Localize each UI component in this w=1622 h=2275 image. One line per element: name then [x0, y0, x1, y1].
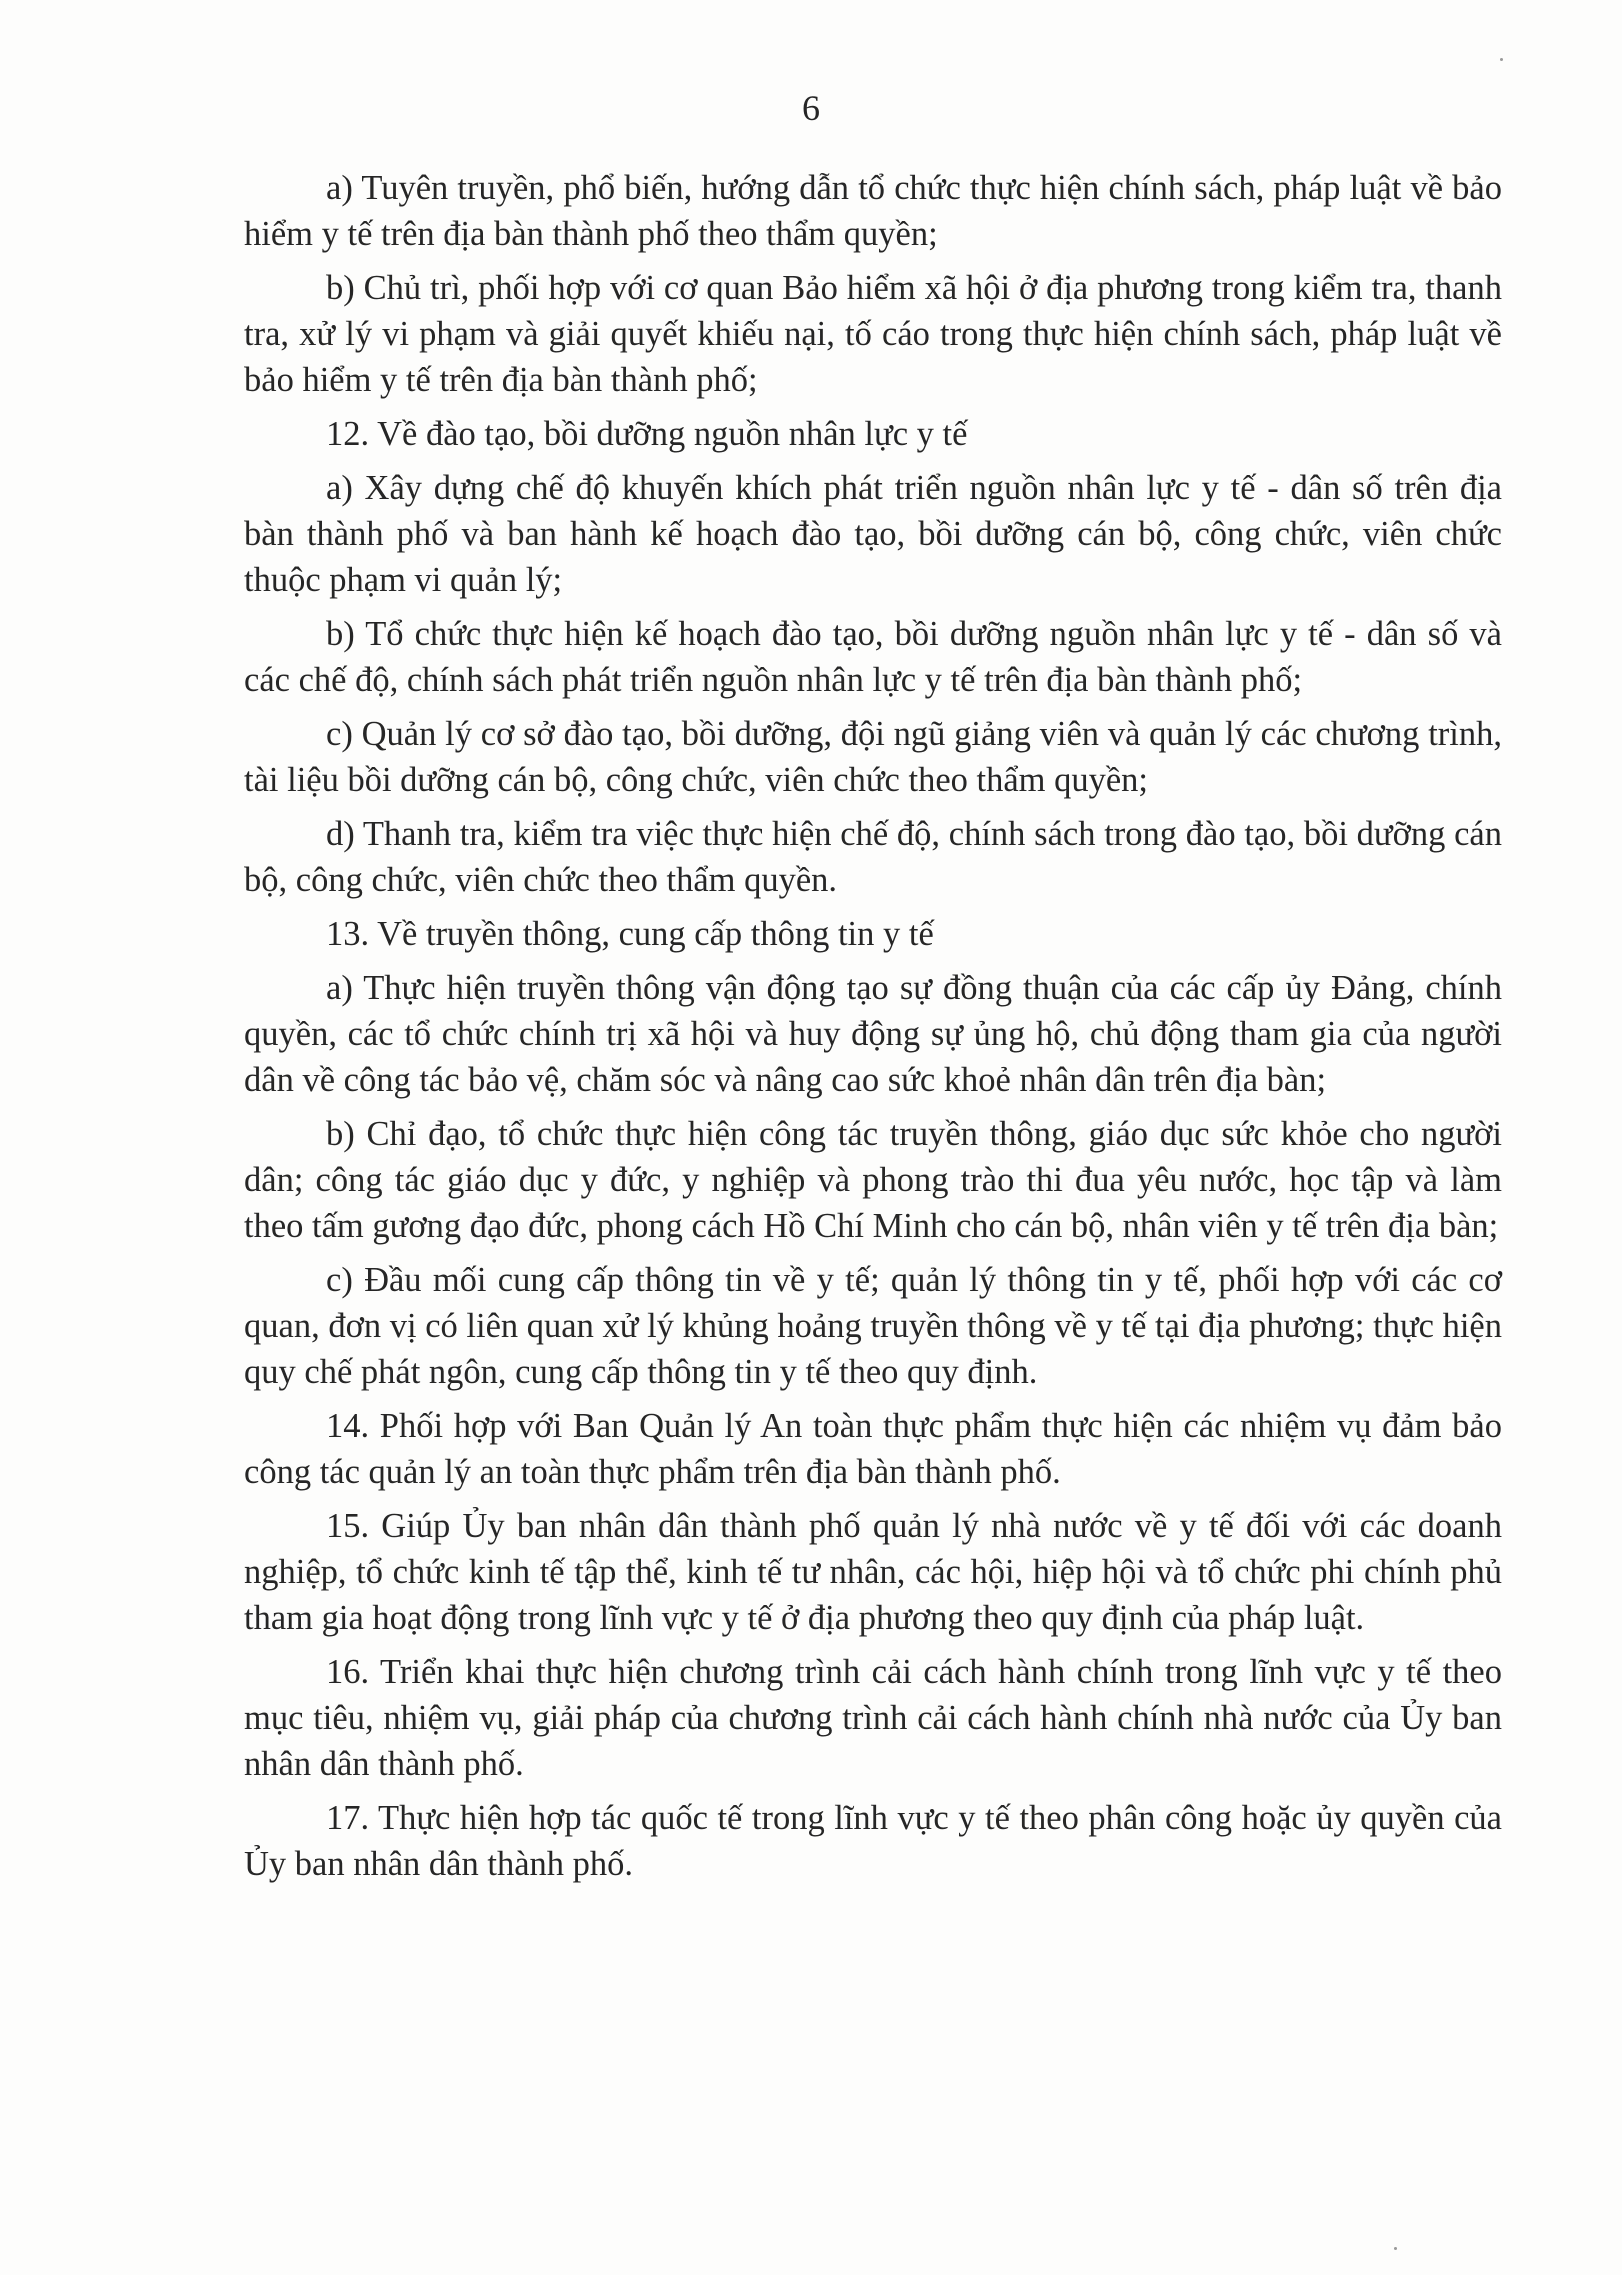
- paragraph: 15. Giúp Ủy ban nhân dân thành phố quản lý nhà nước về y tế đối với các doanh nghiệp, tổ chức kinh tế tập thể, kinh tế tư nhân, các hội, hiệp hội và tổ chức phi chính phủ tham gia hoạt động trong lĩnh vực y tế ở địa phương theo quy định của pháp luật.: [244, 1507, 1502, 1637]
- scan-speck: [1500, 58, 1503, 61]
- paragraph: 16. Triển khai thực hiện chương trình cải cách hành chính trong lĩnh vực y tế theo mục tiêu, nhiệm vụ, giải pháp của chương trình cải cách hành chính nhà nước của Ủy ban nhân dân thành phố.: [244, 1653, 1502, 1783]
- paragraph: a) Thực hiện truyền thông vận động tạo sự đồng thuận của các cấp ủy Đảng, chính quyền, các tổ chức chính trị xã hội và huy động sự ủng hộ, chủ động tham gia của người dân về công tác bảo vệ, chăm sóc và nâng cao sức khoẻ nhân dân trên địa bàn;: [244, 969, 1502, 1099]
- paragraph: b) Tổ chức thực hiện kế hoạch đào tạo, bồi dưỡng nguồn nhân lực y tế - dân số và các chế độ, chính sách phát triển nguồn nhân lực y tế trên địa bàn thành phố;: [244, 615, 1502, 699]
- paragraph: c) Quản lý cơ sở đào tạo, bồi dưỡng, đội ngũ giảng viên và quản lý các chương trình, tài liệu bồi dưỡng cán bộ, công chức, viên chức theo thẩm quyền;: [244, 715, 1502, 799]
- paragraph: 17. Thực hiện hợp tác quốc tế trong lĩnh vực y tế theo phân công hoặc ủy quyền của Ủy ban nhân dân thành phố.: [244, 1799, 1502, 1883]
- paragraph: d) Thanh tra, kiểm tra việc thực hiện chế độ, chính sách trong đào tạo, bồi dưỡng cán bộ, công chức, viên chức theo thẩm quyền.: [244, 815, 1502, 899]
- section-heading: 12. Về đào tạo, bồi dưỡng nguồn nhân lực y tế: [326, 415, 968, 453]
- scan-speck: [1394, 2247, 1397, 2250]
- section-heading: 13. Về truyền thông, cung cấp thông tin y tế: [326, 915, 934, 953]
- paragraph: 14. Phối hợp với Ban Quản lý An toàn thực phẩm thực hiện các nhiệm vụ đảm bảo công tác quản lý an toàn thực phẩm trên địa bàn thành phố.: [244, 1407, 1502, 1491]
- paragraph: b) Chủ trì, phối hợp với cơ quan Bảo hiểm xã hội ở địa phương trong kiểm tra, thanh tra, xử lý vi phạm và giải quyết khiếu nại, tố cáo trong thực hiện chính sách, pháp luật về bảo hiểm y tế trên địa bàn thành phố;: [244, 269, 1502, 399]
- paragraph: c) Đầu mối cung cấp thông tin về y tế; quản lý thông tin y tế, phối hợp với các cơ quan, đơn vị có liên quan xử lý khủng hoảng truyền thông về y tế tại địa phương; thực hiện quy chế phát ngôn, cung cấp thông tin y tế theo quy định.: [244, 1261, 1502, 1391]
- paragraph: b) Chỉ đạo, tổ chức thực hiện công tác truyền thông, giáo dục sức khỏe cho người dân; công tác giáo dục y đức, y nghiệp và phong trào thi đua yêu nước, học tập và làm theo tấm gương đạo đức, phong cách Hồ Chí Minh cho cán bộ, nhân viên y tế trên địa bàn;: [244, 1115, 1502, 1245]
- paragraph: a) Xây dựng chế độ khuyến khích phát triển nguồn nhân lực y tế - dân số trên địa bàn thành phố và ban hành kế hoạch đào tạo, bồi dưỡng cán bộ, công chức, viên chức thuộc phạm vi quản lý;: [244, 469, 1502, 599]
- page-number: 6: [802, 88, 820, 128]
- paragraph: a) Tuyên truyền, phổ biến, hướng dẫn tổ chức thực hiện chính sách, pháp luật về bảo hiểm y tế trên địa bàn thành phố theo thẩm quyền;: [244, 169, 1502, 253]
- document-body: [244, 165, 1502, 1895]
